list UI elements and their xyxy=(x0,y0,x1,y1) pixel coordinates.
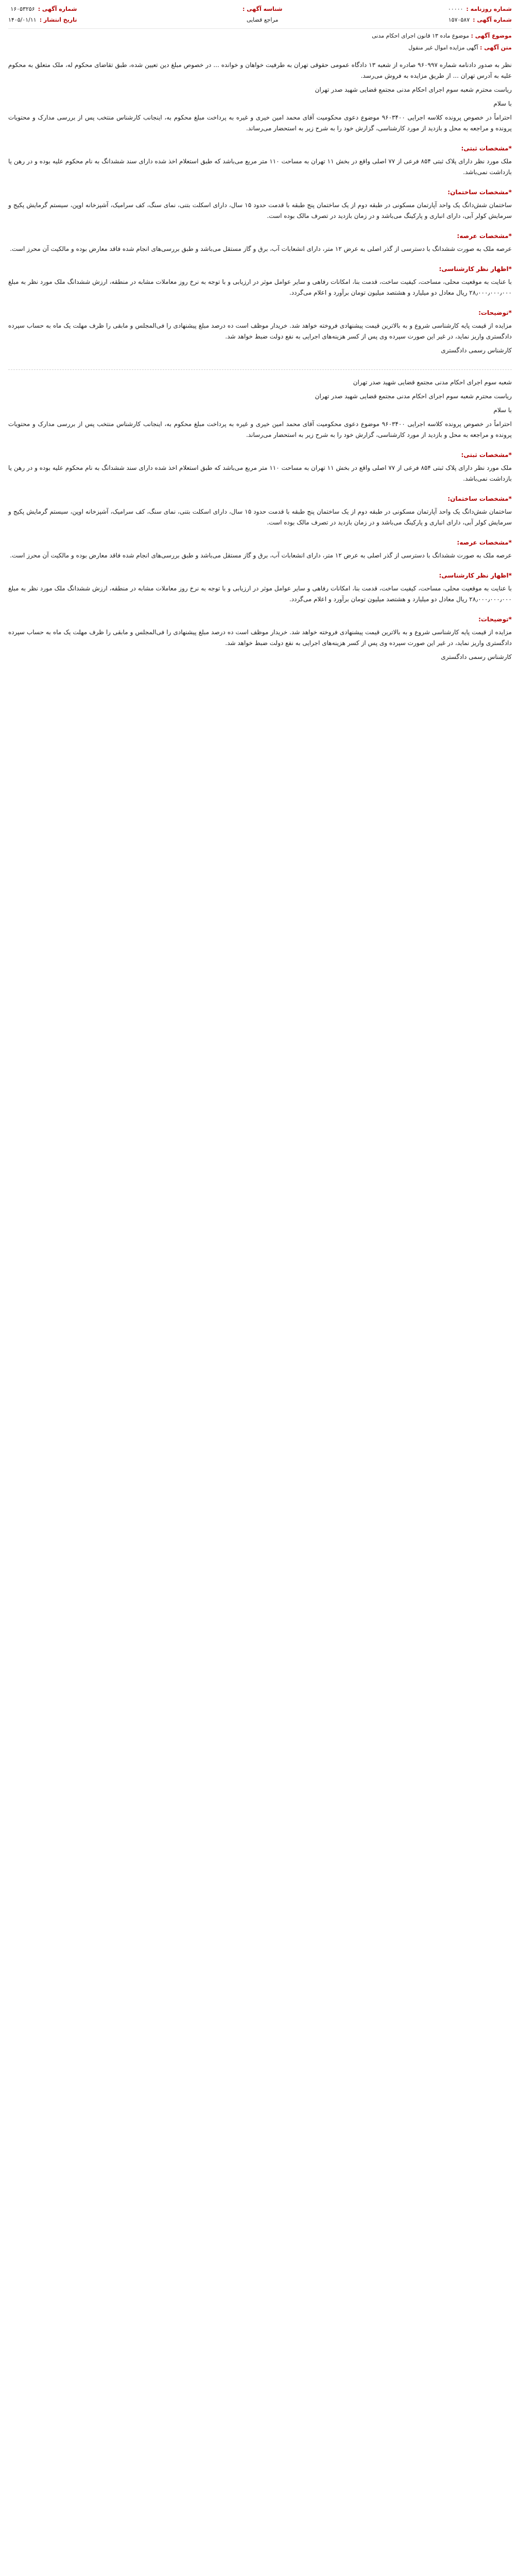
header-label: تاریخ انتشار : xyxy=(39,16,77,24)
section-signature: کارشناس رسمی دادگستری xyxy=(441,347,512,354)
section-body: احتراماً در خصوص پرونده کلاسه اجرایی ۹۶۰۳۴۰۰ موضوع دعوی محکومیت آقای محمد امین خیری و غیره به پرداخت مبلغ محکوم به، اینجانب کارشناس منتخب پس از بررسی مدارک و محتویات پرونده و مراجعه به محل و بازدید از مورد کارشناسی، گزارش خود را به شرح زیر به استحضار می‌رساند. xyxy=(8,420,512,438)
header-label: شناسه آگهی : xyxy=(242,6,283,12)
section-paragraph: ساختمان شش‌دانگ یک واحد آپارتمان مسکونی در طبقه دوم از یک ساختمان پنج طبقه با قدمت حدود ۱۵ سال، دارای اسکلت بتنی، نمای سنگ، کف سرامیک، آشپزخانه اوپن، سیستم گرمایش پکیج و سرمایش کولر آبی، دارای انباری و پارکینگ می‌باشد و در زمان بازدید در تصرف مالک بوده است. xyxy=(8,508,512,526)
header-label: شماره آگهی : xyxy=(38,6,77,12)
header-value: ۱۵۷۰۵۸۷ xyxy=(448,16,470,24)
header-label: شماره روزنامه : xyxy=(466,6,512,12)
section-paragraph: ملک مورد نظر دارای پلاک ثبتی ۸۵۴ فرعی از ۷۷ اصلی واقع در بخش ۱۱ تهران به مساحت ۱۱۰ متر مربع می‌باشد که طبق استعلام اخذ شده دارای سند ششدانگ به نام محکوم علیه بوده و در رهن یا بازداشت نمی‌باشد. xyxy=(8,464,512,482)
section-heading: *مشخصات ثبتی: xyxy=(461,451,512,459)
header-value: ۰۰۰۰۰ xyxy=(448,6,463,12)
section-intro: نظر به صدور دادنامه شماره ۹۶۰۹۹۷ صادره از شعبه ۱۳ دادگاه عمومی حقوقی تهران به طرفیت خواهان و خوانده ... در خصوص مبلغ دین تعیین شده، طبق تقاضای محکوم له، ملک متعلق به محکوم علیه به آدرس تهران ... از طریق مزایده به فروش می‌رسد. xyxy=(8,61,512,79)
section-heading: *مشخصات عرصه: xyxy=(457,539,512,546)
section-heading: *توضیحات: xyxy=(478,309,512,316)
section-body: احتراماً در خصوص پرونده کلاسه اجرایی ۹۶۰۳۴۰۰ موضوع دعوی محکومیت آقای محمد امین خیری و غیره به پرداخت مبلغ محکوم به، اینجانب کارشناس منتخب پس از بررسی مدارک و محتویات پرونده و مراجعه به محل و بازدید از مورد کارشناسی، گزارش خود را به شرح زیر به استحضار می‌رساند. xyxy=(8,114,512,132)
header-label: شماره آگهی : xyxy=(473,16,512,24)
notice-title xyxy=(8,43,512,53)
section-signature: کارشناس رسمی دادگستری xyxy=(441,653,512,660)
section-heading: *توضیحات: xyxy=(478,616,512,623)
section-heading: *مشخصات ساختمان: xyxy=(447,189,512,196)
header-value: مراجع قضایی xyxy=(246,16,279,24)
section-greeting: با سلام xyxy=(493,100,512,107)
section-heading: *مشخصات ساختمان: xyxy=(447,495,512,502)
section-divider xyxy=(8,369,512,370)
notice-subject xyxy=(8,31,512,41)
header-value: ۱۶۰۵۳۲۵۶ xyxy=(10,6,35,12)
title-label: متن آگهی : xyxy=(480,44,512,51)
subject-value: موضوع ماده ۱۳ قانون اجرای احکام مدنی xyxy=(372,32,470,39)
subject-label: موضوع آگهی : xyxy=(471,32,512,39)
header-left xyxy=(8,4,77,25)
section-paragraph: عرصه ملک به صورت ششدانگ با دسترسی از گذر اصلی به عرض ۱۲ متر، دارای انشعابات آب، برق و گاز مستقل می‌باشد و طبق بررسی‌های انجام شده فاقد معارض بوده و مالکیت آن محرز است. xyxy=(10,245,512,252)
section-paragraph: با عنایت به موقعیت محلی، مساحت، کیفیت ساخت، قدمت بنا، امکانات رفاهی و سایر عوامل موثر در ارزیابی و با توجه به نرخ روز معاملات مشابه در منطقه، ارزش ششدانگ ملک مورد نظر به مبلغ ۲۸٫۰۰۰٫۰۰۰٫۰۰۰ ریال معادل دو میلیارد و هشتصد میلیون تومان برآورد و اعلام می‌گردد. xyxy=(8,278,512,296)
section-paragraph: مزایده از قیمت پایه کارشناسی شروع و به بالاترین قیمت پیشنهادی فروخته خواهد شد. خریدار موظف است ده درصد مبلغ پیشنهادی را فی‌المجلس و مابقی را ظرف مهلت یک ماه به حساب سپرده دادگستری واریز نماید، در غیر این صورت سپرده وی پس از کسر هزینه‌های اجرایی به نفع دولت ضبط خواهد شد. xyxy=(8,322,512,340)
title-value: آگهی مزایده اموال غیر منقول xyxy=(408,44,478,51)
section-paragraph: با عنایت به موقعیت محلی، مساحت، کیفیت ساخت، قدمت بنا، امکانات رفاهی و سایر عوامل موثر در ارزیابی و با توجه به نرخ روز معاملات مشابه در منطقه، ارزش ششدانگ ملک مورد نظر به مبلغ ۲۸٫۰۰۰٫۰۰۰٫۰۰۰ ریال معادل دو میلیارد و هشتصد میلیون تومان برآورد و اعلام می‌گردد. xyxy=(8,585,512,603)
notice-page xyxy=(0,0,520,663)
notice-header xyxy=(8,4,512,29)
section-greeting: با سلام xyxy=(493,406,512,414)
section-addressee: ریاست محترم شعبه سوم اجرای احکام مدنی مجتمع قضایی شهید صدر تهران xyxy=(315,86,512,93)
header-right xyxy=(448,4,512,25)
section-paragraph: ملک مورد نظر دارای پلاک ثبتی ۸۵۴ فرعی از ۷۷ اصلی واقع در بخش ۱۱ تهران به مساحت ۱۱۰ متر مربع می‌باشد که طبق استعلام اخذ شده دارای سند ششدانگ به نام محکوم علیه بوده و در رهن یا بازداشت نمی‌باشد. xyxy=(8,158,512,176)
section-addressee: ریاست محترم شعبه سوم اجرای احکام مدنی مجتمع قضایی شهید صدر تهران xyxy=(315,393,512,400)
section-heading: *اظهار نظر کارشناسی: xyxy=(439,265,512,273)
section-paragraph: ساختمان شش‌دانگ یک واحد آپارتمان مسکونی در طبقه دوم از یک ساختمان پنج طبقه با قدمت حدود ۱۵ سال، دارای اسکلت بتنی، نمای سنگ، کف سرامیک، آشپزخانه اوپن، سیستم گرمایش پکیج و سرمایش کولر آبی، دارای انباری و پارکینگ می‌باشد و در زمان بازدید در تصرف مالک بوده است. xyxy=(8,201,512,219)
section-heading: *مشخصات ثبتی: xyxy=(461,145,512,152)
section-paragraph: عرصه ملک به صورت ششدانگ با دسترسی از گذر اصلی به عرض ۱۲ متر، دارای انشعابات آب، برق و گاز مستقل می‌باشد و طبق بررسی‌های انجام شده فاقد معارض بوده و مالکیت آن محرز است. xyxy=(10,552,512,559)
report-section-1 xyxy=(8,60,512,356)
header-middle xyxy=(242,4,283,25)
section-paragraph: مزایده از قیمت پایه کارشناسی شروع و به بالاترین قیمت پیشنهادی فروخته خواهد شد. خریدار موظف است ده درصد مبلغ پیشنهادی را فی‌المجلس و مابقی را ظرف مهلت یک ماه به حساب سپرده دادگستری واریز نماید، در غیر این صورت سپرده وی پس از کسر هزینه‌های اجرایی به نفع دولت ضبط خواهد شد. xyxy=(8,629,512,647)
section-heading: *اظهار نظر کارشناسی: xyxy=(439,572,512,579)
header-value: ۱۴۰۵/۰۱/۱۱ xyxy=(8,16,37,24)
section-heading: *مشخصات عرصه: xyxy=(457,232,512,240)
section-intro: شعبه سوم اجرای احکام مدنی مجتمع قضایی شهید صدر تهران xyxy=(353,379,512,386)
report-section-2 xyxy=(8,377,512,663)
